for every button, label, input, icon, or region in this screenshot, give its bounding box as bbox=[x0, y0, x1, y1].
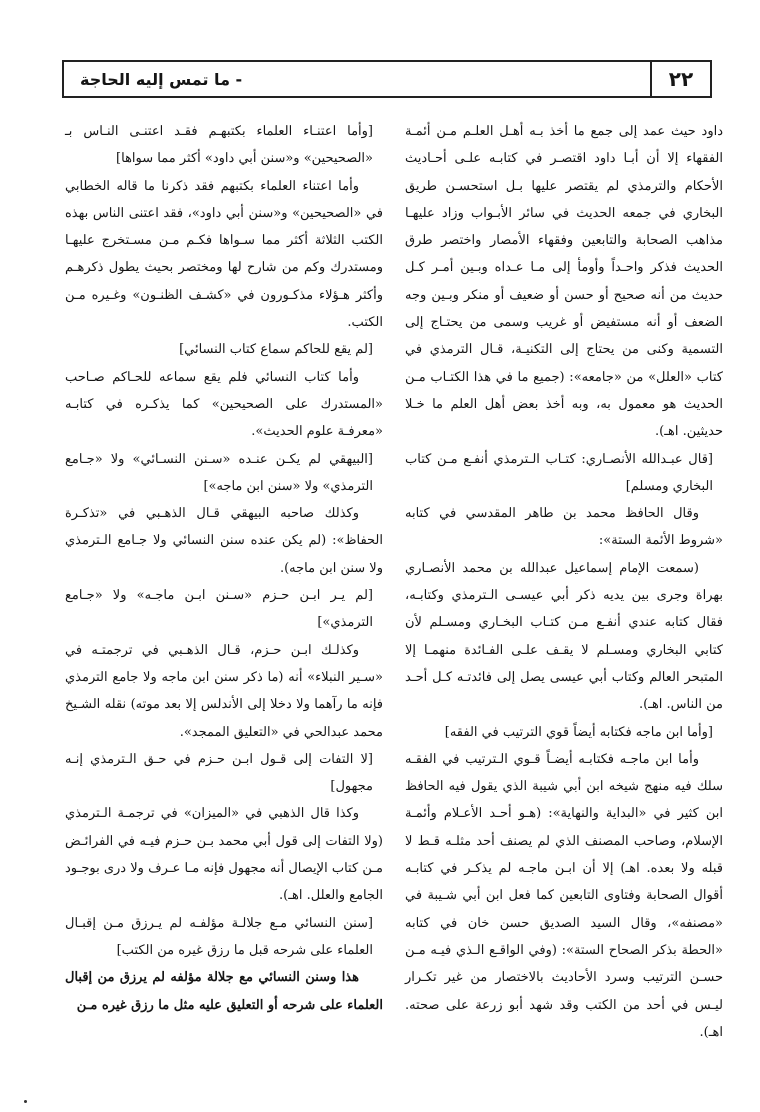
body-paragraph: وكذا قال الذهبي في «الميزان» في ترجمـة الـترمذي (ولا التفات إلى قول أبي محمد بـن حـزم فيـه في الفرائـض مـن كتاب الإيصال أنه مجهول فإنه مـا عـرف ولا درى بوجـود الجامع والعلل. اهـ). bbox=[65, 806, 383, 904]
section-heading: [لم يـر ابـن حـزم «سـنن ابـن ماجـه» ولا «جـامع الترمذي»] bbox=[65, 588, 373, 631]
section-heading: [سنن النسائي مـع جلالـة مؤلفـه لم يـرزق مـن إقبـال العلماء على شرحه قبل ما رزق غيره من الكتب] bbox=[65, 915, 373, 958]
body-paragraph: وأما اعتناء العلماء بكتبهم فقد ذكرنا ما قاله الخطابي في «الصحيحين» و«سنن أبي داود»، فقد اعتنى الناس بهذه الكتب الثلاثة أكثر مما سـواها فكـم مـن مسـتخرج عليهـا ومستدرك وكم من شارح لها ومختصر بحيث يطول ذكرهـم وأكثر هـؤلاء مذكـورون في «كشـف الظنـون» وغـيره مـن الكتب. bbox=[65, 178, 383, 331]
body-paragraph: وأما كتاب النسائي فلم يقع سماعه للحـاكم صـاحب «المستدرك على الصحيحين» كما يذكـره في كتابـه «معرفـة علوم الحديث». bbox=[65, 369, 383, 440]
left-column bbox=[65, 118, 383, 1019]
page-speck bbox=[24, 1100, 27, 1103]
section-heading: [البيهقي لم يكـن عنـده «سـنن النسـائي» ولا «جـامع الترمذي» ولا «سنن ابن ماجه»] bbox=[65, 451, 373, 494]
right-column bbox=[405, 118, 723, 1046]
section-heading: [قال عبـدالله الأنصـاري: كتـاب الـترمذي أنفـع مـن كتاب البخاري ومسلم] bbox=[405, 451, 713, 494]
section-heading: [لم يقع للحاكم سماع كتاب النسائي] bbox=[179, 342, 373, 358]
section-heading: [وأما اعتنـاء العلماء بكتبهـم فقـد اعتنـى النـاس بـ «الصحيحين» و«سنن أبي داود» أكثر مما سواها] bbox=[65, 124, 373, 167]
body-paragraph: وكذلك صاحبه البيهقي قـال الذهـبي في «تذكـرة الحفاظ»: (لم يكن عنده سنن النسائي ولا جـامع الـترمذي ولا سنن ابن ماجه). bbox=[65, 506, 383, 576]
section-heading: [وأما ابن ماجه فكتابه أيضاً قوي الترتيب في الفقه] bbox=[444, 724, 713, 740]
body-paragraph: داود حيث عمد إلى جمع ما أخذ بـه أهـل العلـم مـن أئمـة الفقهاء إلا أن أبـا داود اقتصـر في كتابـه علـى أحـاديث الأحكام والترمذي لم يقتصر عليها بـل استحسـن طريق البخاري في جمعه الحديث في سائر الأبـواب وزاد عليهـا مذاهب الصحابة والتابعين وفقهاء الأمصار واختصر طرق الحديث فذكر واحـداً وأومأ إلى مـا عـداه وبـين أمـر كـل حديث من أنه صحيح أو حسن أو ضعيف أو منكر وبـين وجه الضعف أو أنه مستفيض أو غريب وسمى من يحتـاج إلى التسمية وكنى من يحتاج إلى التكنيـة، قـال الترمذي في كتاب «العلل» من «جامعه»: (جميع ما في هذا الكتـاب مـن الحديث هو معمول به، وبه أخذ بعض أهل العلم ما خـلا حديثين. اهـ). bbox=[405, 124, 723, 440]
body-paragraph: هذا وسنن النسائي مع جلالة مؤلفه لم يرزق من إقبال العلماء على شرحه أو التعليق عليه مثل ما رزق غيره مـن bbox=[65, 970, 383, 1013]
page-number: ٢٢ bbox=[650, 62, 710, 96]
body-paragraph: (سمعت الإمام إسماعيل عبدالله بن محمد الأنصـاري بهراة وجرى بين يديه ذكر أبي عيسـى الـترمذي وكتابـه، فقال كتابه عندي أنفـع مـن كتـاب البخـاري ومسـلم لأن كتابي البخاري ومسـلم لا يقـف علـى الفـائدة منهمـا إلا المتبحر العالم وكتاب أبي عيسى يصل إلى فائدتـه كـل أحـد من الناس. اهـ). bbox=[405, 560, 723, 713]
body-paragraph: وكذلـك ابـن حـزم، قـال الذهـبي في ترجمتـه في «سـير النبلاء» أنه (ما ذكر سنن ابن ماجه ولا جامع الترمذي فإنه ما رآهما ولا دخلا إلى الأندلس إلا بعد موته) نقله الشـيخ محمد عبدالحي في «التعليق الممجد». bbox=[65, 642, 383, 740]
section-heading: [لا التفات إلى قـول ابـن حـزم في حـق الـترمذي إنـه مجهول] bbox=[65, 751, 373, 795]
body-paragraph: وقال الحافظ محمد بن طاهر المقدسي في كتابه «شروط الأئمة الستة»: bbox=[405, 506, 723, 549]
page-header bbox=[62, 60, 712, 98]
body-paragraph: وأما ابن ماجـه فكتابـه أيضـاً قـوي الـترتيب في الفقـه سلك فيه منهج شيخه ابن أبي شيبة الذي يقول فيه الحافظ ابن كثير في «البداية والنهاية»: (هـو أحـد الأعـلام وأئمـة الإسلام، وصاحب المصنف الذي لم يصنف أحد مثلـه قـط لا قبله ولا بعده. اهـ) إلا أن ابـن ماجـه لم يذكـر في كتابـه أقوال الصحابة وفتاوى التابعين كما فعل ابن أبي شـيبة في «مصنفه»، وقال السيد الصديق حسن خان في كتابه «الحطة بذكر الصحاح الستة»: (وفي الواقـع الـذي فيـه مـن حسـن الترتيب وسرد الأحاديث بالاختصار من غير تكـرار ليـس في أحد من الكتب وقد شهد أبو زرعة على صحته. اهـ). bbox=[405, 751, 723, 1040]
running-title: - ما تمس إليه الحاجة bbox=[80, 69, 243, 89]
